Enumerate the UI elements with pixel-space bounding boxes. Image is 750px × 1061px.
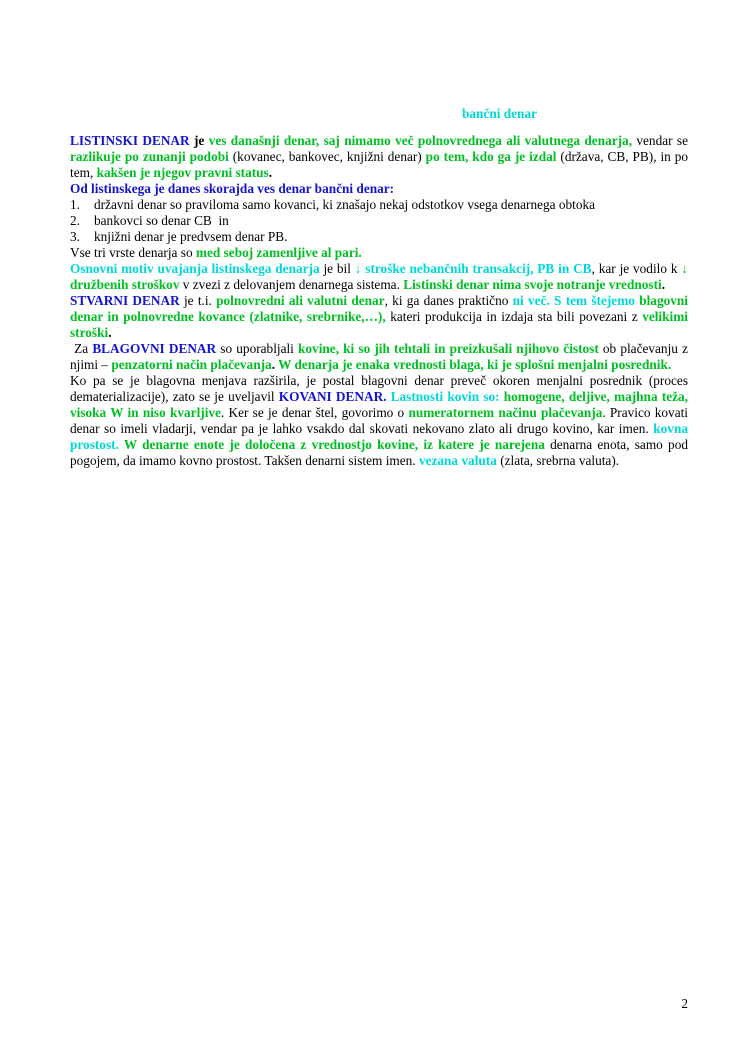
- text-run: vendar se: [632, 133, 688, 148]
- text-run: je t.i.: [179, 293, 217, 308]
- text-run: homogene, deljive, majhna teža, visoka W in niso kvarljive: [70, 389, 688, 420]
- document-body: [70, 106, 688, 469]
- heading-od-listinskega: [70, 181, 688, 197]
- text-run: razlikuje po zunanji podobi: [70, 149, 233, 164]
- text-run: penzatorni način plačevanja: [111, 357, 272, 372]
- text-run: Lastnosti kovin so:: [386, 389, 504, 404]
- text-run: denarna enota, samo pod pogojem, da imamo kovno prostost. Takšen denarni sistem imen.: [70, 437, 688, 468]
- text-run: Osnovni motiv uvajanja listinskega denarja: [70, 261, 320, 276]
- para-osnovni-motiv: [70, 261, 688, 293]
- text-run: v zvezi z delovanjem denarnega sistema.: [179, 277, 404, 292]
- text-run: je: [189, 133, 209, 148]
- text-run: numeratornem načinu plačevanja: [408, 405, 603, 420]
- text-run: državni denar so praviloma samo kovanci, ki znašajo nekaj odstotkov vsega denarnega obtoka: [94, 197, 596, 212]
- doc-heading: bančni denar: [462, 106, 537, 121]
- text-run: velikimi stroški: [70, 309, 688, 340]
- text-run: Vse tri vrste denarja so: [70, 245, 196, 260]
- text-run: Ko pa se je blagovna menjava razširila, je postal blagovni denar preveč okoren menjalni posrednik (proces dematerializacije), zato se je uveljavil: [70, 373, 688, 404]
- text-run: Za: [70, 341, 93, 356]
- page-number: 2: [681, 996, 688, 1011]
- text-run: . Pravico kovati denar so imeli vladarji, vendar pa je lahko vsakdo dal skovati nekovano zlato ali drugo kovino, kar imen.: [70, 405, 688, 436]
- text-run: .: [268, 165, 273, 180]
- text-run: vezana valuta: [418, 453, 497, 468]
- para-vse-tri-vrste: [70, 245, 688, 261]
- text-run: KOVANI DENAR.: [278, 389, 387, 404]
- text-run: W denarne enote je določena z vrednostjo kovine, iz katere je narejena: [123, 437, 545, 452]
- para-listinski-denar: [70, 133, 688, 181]
- text-run: kateri produkcija in izdaja sta bili povezani z: [385, 309, 643, 324]
- text-run: ↓ družbenih stroškov: [70, 261, 689, 292]
- text-run: Listinski denar nima svoje notranje vrednosti: [403, 277, 662, 292]
- text-run: , kar je vodilo k: [591, 261, 682, 276]
- text-run: je bil: [319, 261, 355, 276]
- text-run: , ki ga danes praktično: [384, 293, 513, 308]
- text-run: bankovci so denar CB in: [94, 213, 229, 228]
- text-run: W denarja je enaka vrednosti blaga, ki je splošni menjalni posrednik.: [278, 357, 672, 372]
- text-run: Od listinskega je danes skorajda ves denar bančni denar:: [70, 181, 395, 196]
- text-run: med seboj zamenljive al pari.: [195, 245, 362, 260]
- text-run: (zlata, srebrna valuta).: [496, 453, 620, 468]
- text-run: .: [661, 277, 666, 292]
- text-run: ↓ stroške nebančnih transakcij, PB in CB: [354, 261, 592, 276]
- text-run: polnovredni ali valutni denar: [216, 293, 385, 308]
- text-run: (država, CB, PB), in po tem,: [70, 149, 689, 180]
- list-item-3: [70, 229, 688, 245]
- text-run: kovine, ki so jih tehtali in preizkušali njihovo čistost: [298, 341, 599, 356]
- list-number: 3.: [70, 229, 80, 244]
- text-run: BLAGOVNI DENAR: [92, 341, 217, 356]
- text-run: kakšen je njegov pravni status: [96, 165, 269, 180]
- list-item-1: [70, 197, 688, 213]
- text-run: ni več. S tem štejemo: [512, 293, 640, 308]
- text-run: kovna prostost.: [70, 421, 688, 452]
- para-stvarni-denar: [70, 293, 688, 341]
- text-run: STVARNI DENAR: [70, 293, 180, 308]
- text-run: LISTINSKI DENAR: [70, 133, 190, 148]
- text-run: blagovni denar in polnovredne kovance (zlatnike, srebrnike,…),: [70, 293, 688, 324]
- list-number: 2.: [70, 213, 80, 228]
- list-number: 1.: [70, 197, 80, 212]
- text-run: ob plačevanju z njimi –: [70, 341, 688, 372]
- text-run: knjižni denar je predvsem denar PB.: [94, 229, 288, 244]
- text-run: po tem, kdo ga je izdal: [425, 149, 561, 164]
- para-blagovni-denar: [70, 341, 688, 373]
- text-run: .: [271, 357, 279, 372]
- text-run: . Ker se je denar štel, govorimo o: [220, 405, 409, 420]
- text-run: .: [108, 325, 112, 340]
- para-kovani-denar: [70, 373, 688, 469]
- list-item-2: [70, 213, 688, 229]
- text-run: so uporabljali: [216, 341, 299, 356]
- text-run: ves današnji denar, saj nimamo več polnovrednega ali valutnega denarja,: [208, 133, 633, 148]
- text-run: (kovanec, bankovec, knjižni denar): [232, 149, 426, 164]
